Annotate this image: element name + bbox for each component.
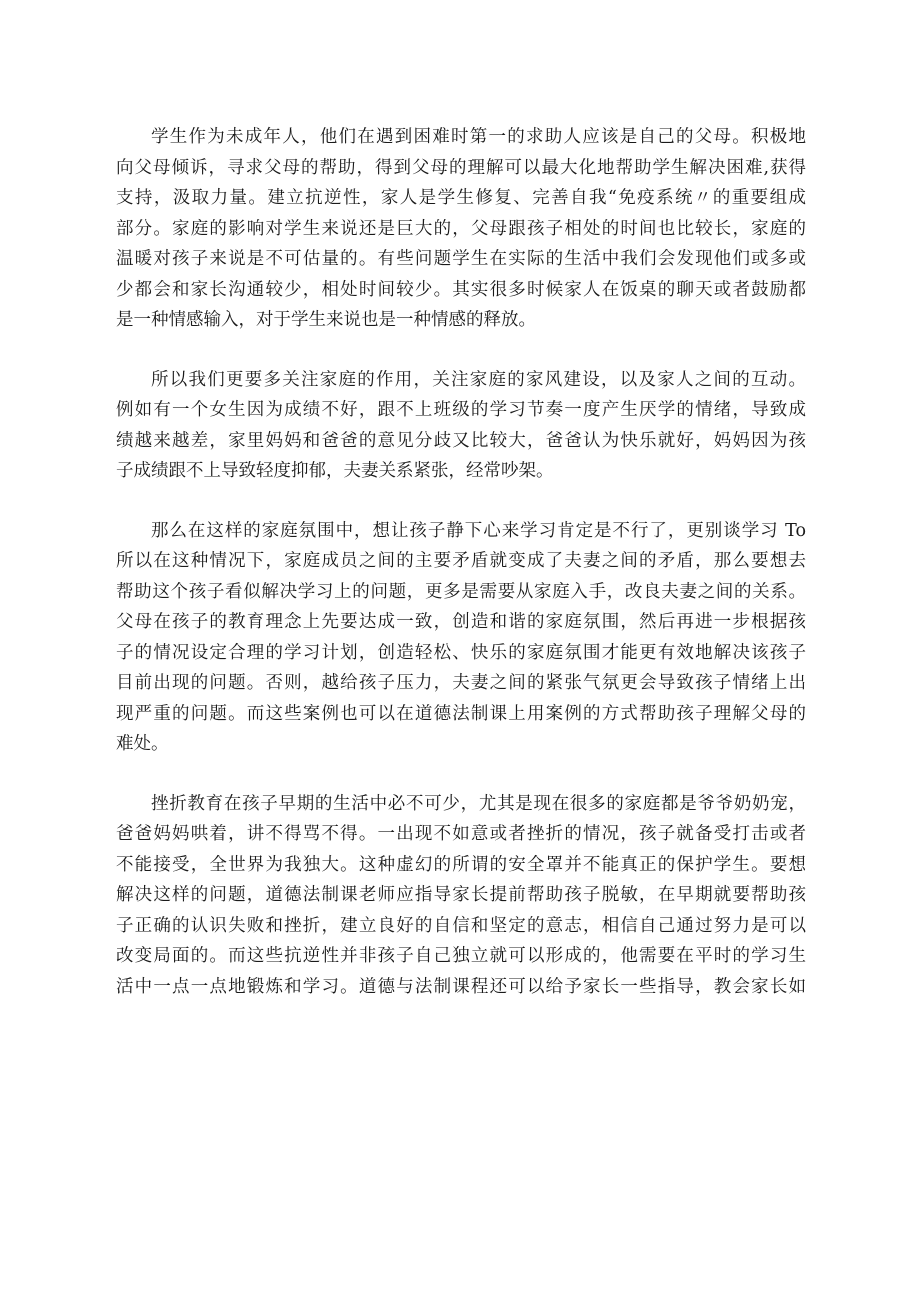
paragraph-line: 不能接受，全世界为我独大。这种虚幻的所谓的安全罩并不能真正的保护学生。要想 — [116, 854, 806, 875]
paragraph-line: 学生作为未成年人，他们在遇到困难时第一的求助人应该是自己的父母。积极地 — [151, 127, 806, 147]
paragraph-line: 部分。家庭的影响对学生来说还是巨大的，父母跟孩子相处的时间也比较长，家庭的 — [116, 218, 806, 239]
paragraph-2 — [116, 365, 806, 487]
paragraph-3 — [116, 516, 806, 760]
paragraph-4 — [116, 789, 806, 1003]
paragraph-line: 那么在这样的家庭氛围中，想让孩子静下心来学习肯定是不行了，更别谈学习 To — [151, 520, 806, 541]
paragraph-line: 挫折教育在孩子早期的生活中必不可少，尤其是现在很多的家庭都是爷爷奶奶宠， — [151, 793, 806, 814]
paragraph-line: 所以我们更要多关注家庭的作用，关注家庭的家风建设，以及家人之间的互动。 — [151, 369, 806, 390]
paragraph-line: 子正确的认识失败和挫折，建立良好的自信和坚定的意志，相信自己通过努力是可以 — [116, 915, 806, 936]
paragraph-line: 绩越来越差，家里妈妈和爸爸的意见分歧又比较大，爸爸认为快乐就好，妈妈因为孩 — [116, 430, 806, 451]
paragraph-line: 子的情况设定合理的学习计划，创造轻松、快乐的家庭氛围才能更有效地解决该孩子 — [116, 642, 806, 663]
document-body — [116, 122, 806, 1031]
paragraph-line: 活中一点一点地锻炼和学习。道德与法制课程还可以给予家长一些指导，教会家长如 — [116, 976, 806, 997]
paragraph-line: 少都会和家长沟通较少，相处时间较少。其实很多时候家人在饭桌的聊天或者鼓励都 — [116, 279, 806, 300]
paragraph-line: 改变局面的。而这些抗逆性并非孩子自己独立就可以形成的，他需要在平时的学习生 — [116, 946, 806, 966]
paragraph-line: 子成绩跟不上导致轻度抑郁，夫妻关系紧张，经常吵架。 — [116, 461, 554, 481]
paragraph-1 — [116, 122, 806, 336]
paragraph-line: 温暖对孩子来说是不可估量的。有些问题学生在实际的生活中我们会发现他们或多或 — [116, 249, 806, 269]
paragraph-line: 爸爸妈妈哄着，讲不得骂不得。一出现不如意或者挫折的情况，孩子就备受打击或者 — [116, 824, 806, 844]
paragraph-line: 是一种情感输入，对于学生来说也是一种情感的释放。 — [116, 310, 536, 330]
paragraph-line: 向父母倾诉，寻求父母的帮助，得到父母的理解可以最大化地帮助学生解决困难,获得 — [116, 157, 806, 178]
paragraph-line: 现严重的问题。而这些案例也可以在道德法制课上用案例的方式帮助孩子理解父母的 — [116, 703, 806, 724]
paragraph-line: 例如有一个女生因为成绩不好，跟不上班级的学习节奏一度产生厌学的情绪，导致成 — [116, 400, 806, 420]
paragraph-line: 所以在这种情况下，家庭成员之间的主要矛盾就变成了夫妻之间的矛盾，那么要想去 — [116, 551, 806, 571]
paragraph-line: 目前出现的问题。否则，越给孩子压力，夫妻之间的紧张气氛更会导致孩子情绪上出 — [116, 673, 806, 693]
paragraph-line: 父母在孩子的教育理念上先要达成一致，创造和谐的家庭氛围，然后再进一步根据孩 — [116, 612, 806, 632]
paragraph-line: 解决这样的问题，道德法制课老师应指导家长提前帮助孩子脱敏，在早期就要帮助孩 — [116, 885, 806, 905]
paragraph-line: 帮助这个孩子看似解决学习上的问题，更多是需要从家庭入手，改良夫妻之间的关系。 — [116, 581, 806, 602]
paragraph-line: 支持，汲取力量。建立抗逆性，家人是学生修复、完善自我“免疫系统〃的重要组成 — [116, 188, 806, 208]
paragraph-line: 难处。 — [116, 734, 169, 754]
